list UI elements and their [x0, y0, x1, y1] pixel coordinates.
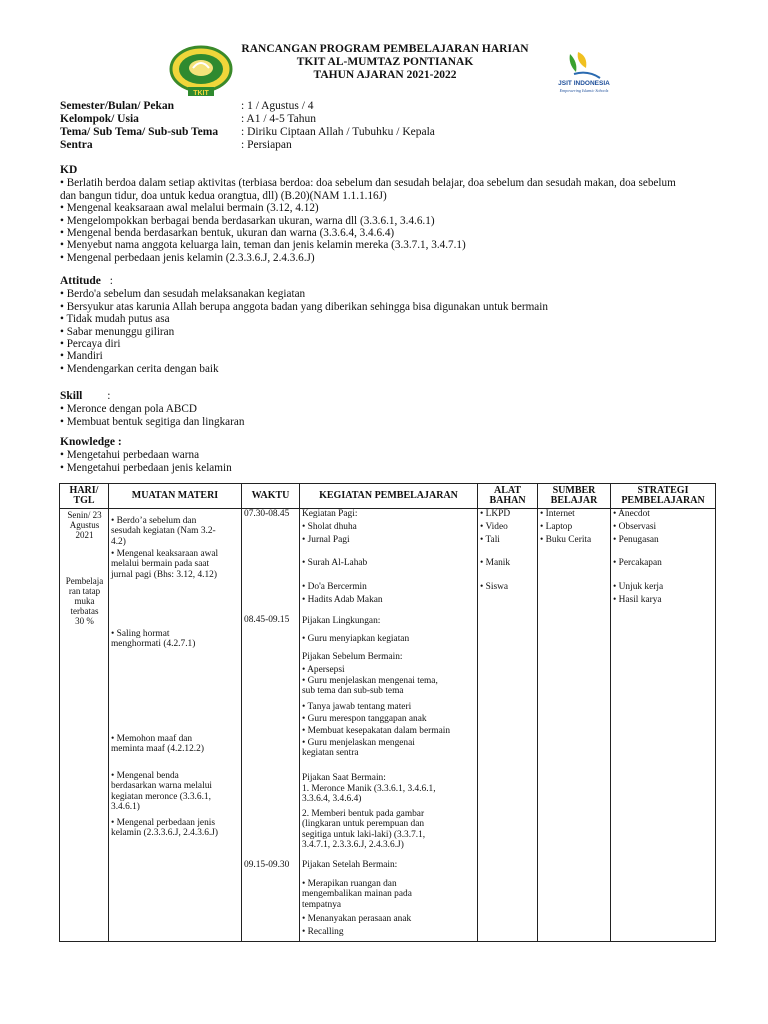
kegiatan-line: 3.4.7.1, 2.3.3.6.J, 2.4.3.6.J)	[302, 840, 404, 851]
strategi-item: • Unjuk kerja	[613, 582, 664, 592]
muatan-line: 4.2)	[111, 536, 126, 547]
pijakan-lingkungan-title: Pijakan Lingkungan:	[302, 616, 381, 626]
knowledge-section	[60, 436, 700, 474]
knowledge-heading: Knowledge :	[60, 436, 122, 448]
muatan-item	[111, 771, 240, 813]
kegiatan-pagi-title: Kegiatan Pagi:	[302, 509, 358, 519]
skill-item: • Meronce dengan pola ABCD	[60, 403, 197, 416]
muatan-line: • Mengenal keaksaraan awal	[111, 549, 219, 559]
muatan-line: • Saling hormat	[111, 629, 170, 639]
col-header-muatan: MUATAN MATERI	[109, 484, 242, 509]
info-label: Kelompok/ Usia	[60, 113, 139, 125]
kegiatan-line: • Merapikan ruangan dan	[302, 879, 397, 889]
skill-item: • Membuat bentuk segitiga dan lingkaran	[60, 415, 245, 428]
time-slot: 09.15-09.30	[244, 860, 290, 870]
sumber-item: • Internet	[540, 509, 575, 519]
svg-text:JSIT INDONESIA: JSIT INDONESIA	[558, 80, 610, 87]
skill-section	[60, 390, 700, 428]
info-row-sentra	[60, 139, 435, 152]
muatan-line: meminta maaf (4.2.12.2)	[111, 744, 204, 755]
col-header-waktu: WAKTU	[242, 484, 300, 509]
kegiatan-item	[302, 701, 476, 738]
info-value: : Diriku Ciptaan Allah / Tubuhku / Kepala	[241, 126, 435, 138]
sumber-item: • Buku Cerita	[540, 535, 592, 545]
muatan-line: kegiatan meronce (3.3.6.1,	[111, 791, 211, 802]
muatan-item	[111, 549, 240, 580]
alat-item: • Siswa	[480, 582, 509, 592]
kegiatan-item	[302, 879, 476, 910]
skill-colon: :	[107, 390, 111, 402]
kegiatan-item	[302, 913, 476, 938]
muatan-line: • Mengenal benda	[111, 771, 179, 781]
kegiatan-item: • Surah Al-Lahab	[302, 558, 368, 568]
muatan-line: sesudah kegiatan (Nam 3.2-	[111, 526, 216, 537]
table-row	[60, 509, 716, 942]
kd-item: • Menyebut nama anggota keluarga lain, teman dan jenis kelamin mereka (3.3.7.1, 3.4.7.1)	[60, 239, 466, 252]
attitude-item: • Bersyukur atas karunia Allah berupa anggota badan yang diberikan sehingga bisa digunakan untuk bermain	[60, 300, 548, 313]
kegiatan-line: kegiatan sentra	[302, 748, 359, 759]
kegiatan-line: 1. Meronce Manik (3.3.6.1, 3.4.6.1,	[302, 784, 436, 794]
info-label: Semester/Bulan/ Pekan	[60, 100, 175, 112]
kegiatan-item: • Do'a Bercermin	[302, 582, 367, 592]
strategi-item: • Anecdot	[613, 509, 650, 519]
attitude-item: • Mandiri	[60, 350, 103, 363]
sumber-item: • Laptop	[540, 522, 573, 532]
mode-line: terbatas	[70, 606, 99, 616]
kegiatan-item	[302, 676, 476, 697]
muatan-line: 3.4.6.1)	[111, 802, 140, 813]
skill-heading	[60, 390, 700, 402]
cell-sumber	[538, 509, 611, 942]
attitude-colon: :	[109, 275, 113, 287]
date-line: 2021	[75, 530, 94, 540]
muatan-line: berdasarkan warna melalui	[111, 781, 212, 792]
attitude-item: • Tidak mudah putus asa	[60, 313, 170, 326]
kegiatan-item: • Jurnal Pagi	[302, 535, 350, 545]
activity-table	[59, 483, 716, 942]
info-label: Sentra	[60, 139, 93, 151]
time-slot: 08.45-09.15	[244, 615, 290, 625]
skill-heading-text: Skill	[60, 390, 83, 402]
cell-waktu	[242, 509, 300, 942]
attitude-section	[60, 275, 700, 375]
kd-section	[60, 164, 700, 264]
kegiatan-line: • Guru menjelaskan mengenai	[302, 738, 415, 748]
strategi-item: • Hasil karya	[613, 595, 662, 605]
kegiatan-line: 3.3.6.4, 3.4.6.4)	[302, 794, 362, 805]
kegiatan-line: • Recalling	[302, 926, 344, 937]
pijakan-sebelum-title: Pijakan Sebelum Bermain:	[302, 652, 403, 662]
title-line-2: TKIT AL-MUMTAZ PONTIANAK	[296, 56, 474, 68]
kegiatan-line: tempatnya	[302, 899, 342, 910]
mode-line: muka	[74, 596, 95, 606]
alat-item: • Manik	[480, 558, 511, 568]
kegiatan-line: (lingkaran untuk perempuan dan	[302, 819, 425, 830]
info-value: : A1 / 4-5 Tahun	[241, 113, 317, 125]
info-block	[60, 100, 435, 152]
kd-item: • Mengenal keaksaraan awal melalui bermain (3.12, 4.12)	[60, 202, 319, 215]
col-header-strategi: STRATEGI PEMBELAJARAN	[611, 484, 716, 509]
kegiatan-line: • Menanyakan perasaan anak	[302, 914, 412, 924]
info-row-tema	[60, 126, 435, 139]
info-row-semester	[60, 100, 435, 113]
mode-line: 30 %	[75, 616, 94, 626]
muatan-item	[111, 734, 240, 755]
attitude-item: • Percaya diri	[60, 338, 121, 351]
info-value: : 1 / Agustus / 4	[241, 100, 314, 112]
kegiatan-item: • Sholat dhuha	[302, 522, 357, 532]
muatan-line: jurnal pagi (Bhs: 3.12, 4.12)	[111, 569, 217, 580]
alat-item: • Tali	[480, 535, 500, 545]
attitude-heading-text: Attitude	[60, 275, 101, 287]
info-label: Tema/ Sub Tema/ Sub-sub Tema	[60, 126, 219, 138]
date-line: Senin/ 23	[67, 510, 102, 520]
muatan-line: kelamin (2.3.3.6.J, 2.4.3.6.J)	[111, 828, 219, 839]
muatan-item	[111, 516, 240, 547]
kd-item: • Mengenal perbedaan jenis kelamin (2.3.3.6.J, 2.4.3.6.J)	[60, 251, 315, 264]
kd-item: • Berlatih berdoa dalam setiap aktivitas (terbiasa berdoa: doa sebelum dan sesudah belajar, doa sebelum dan sesudah makan, doa sebelum dan bangun tidur, doa untuk kedua orangtua, dll) (B.20)(NAM 1.1.1.16J)	[60, 177, 676, 202]
svg-text:TKIT: TKIT	[193, 90, 209, 97]
kegiatan-item: • Apersepsi	[302, 665, 345, 675]
kegiatan-line: • Guru menjelaskan mengenai tema,	[302, 676, 438, 686]
kegiatan-line: mengembalikan mainan pada	[302, 889, 412, 900]
attitude-item: • Berdo'a sebelum dan sesudah melaksanakan kegiatan	[60, 288, 306, 301]
strategi-item: • Percakapan	[613, 558, 662, 568]
pijakan-saat-title: Pijakan Saat Bermain:	[302, 773, 386, 783]
cell-alat	[478, 509, 538, 942]
pijakan-setelah-title: Pijakan Setelah Bermain:	[302, 860, 398, 870]
col-header-hari: HARI/ TGL	[60, 484, 109, 509]
svg-text:Empowering Islamic Schools: Empowering Islamic Schools	[559, 88, 609, 93]
kd-item: • Mengenal benda berdasarkan bentuk, ukuran dan warna (3.3.6.4, 3.4.6.4)	[60, 227, 395, 240]
cell-hari	[60, 509, 109, 942]
kegiatan-item: • Guru menyiapkan kegiatan	[302, 634, 410, 644]
strategi-item: • Observasi	[613, 522, 657, 532]
cell-muatan	[109, 509, 242, 942]
kegiatan-item	[302, 809, 476, 851]
knowledge-item: • Mengetahui perbedaan jenis kelamin	[60, 461, 232, 474]
info-value: : Persiapan	[241, 139, 292, 151]
cell-kegiatan	[300, 509, 478, 942]
attitude-item: • Sabar menunggu giliran	[60, 325, 175, 338]
mode-line: ran tatap	[68, 586, 101, 596]
col-header-sumber: SUMBER BELAJAR	[538, 484, 611, 509]
title-line-3: TAHUN AJARAN 2021-2022	[313, 69, 457, 81]
alat-item: • Video	[480, 522, 508, 532]
kegiatan-item: • Hadits Adab Makan	[302, 595, 383, 605]
kegiatan-line: segitiga untuk laki-laki) (3.3.7.1,	[302, 829, 426, 840]
muatan-line: • Berdo’a sebelum dan	[111, 516, 197, 526]
muatan-item	[111, 818, 240, 839]
kegiatan-line: sub tema dan sub-sub tema	[302, 686, 404, 697]
kegiatan-line: • Tanya jawab tentang materi	[302, 702, 412, 712]
muatan-line: menghormati (4.2.7.1)	[111, 639, 196, 650]
muatan-line: • Mengenal perbedaan jenis	[111, 818, 216, 828]
kegiatan-line: • Guru merespon tanggapan anak	[302, 714, 427, 725]
table-header-row	[60, 484, 716, 509]
attitude-heading	[60, 275, 700, 287]
muatan-line: • Memohon maaf dan	[111, 734, 193, 744]
date-line: Agustus	[69, 520, 100, 530]
cell-strategi	[611, 509, 716, 942]
attitude-item: • Mendengarkan cerita dengan baik	[60, 362, 219, 375]
kd-heading: KD	[60, 164, 78, 176]
kegiatan-item	[302, 738, 476, 759]
col-header-alat: ALAT BAHAN	[478, 484, 538, 509]
col-header-kegiatan: KEGIATAN PEMBELAJARAN	[300, 484, 478, 509]
kegiatan-line: 2. Memberi bentuk pada gambar	[302, 809, 425, 819]
kd-item: • Mengelompokkan berbagai benda berdasarkan ukuran, warna dll (3.3.6.1, 3.4.6.1)	[60, 214, 435, 227]
title-line-1: RANCANGAN PROGRAM PEMBELAJARAN HARIAN	[241, 43, 529, 55]
mode-line: Pembelaja	[65, 576, 104, 586]
muatan-item	[111, 629, 240, 650]
knowledge-item: • Mengetahui perbedaan warna	[60, 449, 200, 462]
info-row-kelompok	[60, 113, 435, 126]
time-slot: 07.30-08.45	[244, 509, 290, 519]
alat-item: • LKPD	[480, 509, 511, 519]
kegiatan-item	[302, 784, 476, 805]
kegiatan-line: • Membuat kesepakatan dalam bermain	[302, 726, 451, 737]
muatan-line: melalui bermain pada saat	[111, 559, 210, 570]
document-title	[150, 43, 620, 82]
strategi-item: • Penugasan	[613, 535, 659, 545]
